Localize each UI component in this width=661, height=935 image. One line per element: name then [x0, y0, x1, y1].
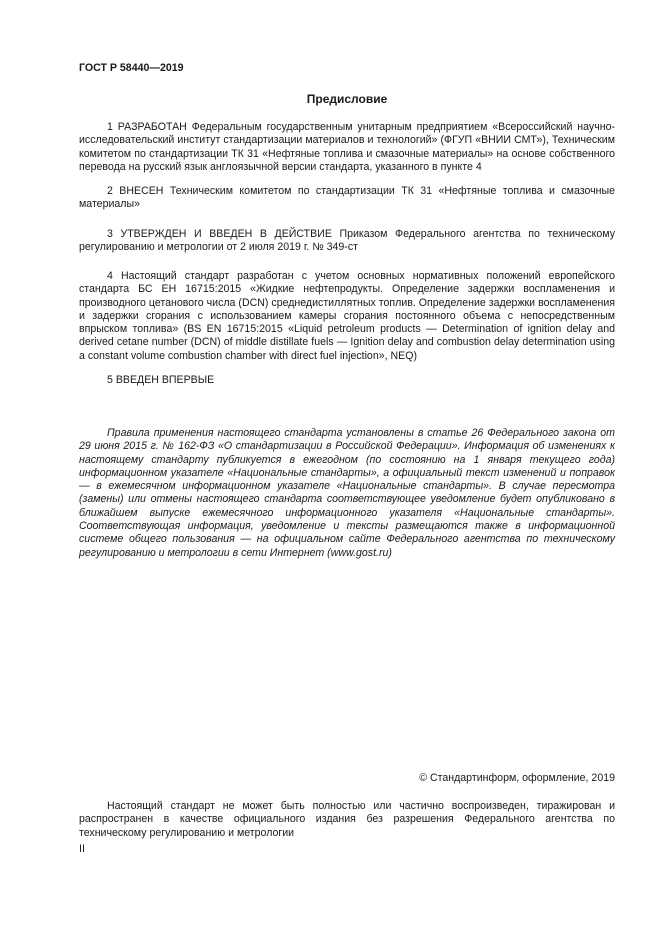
standard-id-header: ГОСТ Р 58440—2019 [79, 62, 184, 74]
page-number: II [79, 843, 85, 855]
paragraph-approved: 3 УТВЕРЖДЕН И ВВЕДЕН В ДЕЙСТВИЕ Приказом Федерального агентства по техническому регулированию и метрологии от 2 июля 2019 г. № 349-ст [79, 228, 615, 254]
paragraph-developed-by: 1 РАЗРАБОТАН Федеральным государственным унитарным предприятием «Всероссийский научно-исследовательский институт стандартизации материалов и технологий» (ФГУП «ВНИИ СМТ»), Техническим комитетом по стандартизации ТК 31 «Нефтяные топлива и смазочные материалы» на основе собственного перевода на русский язык англоязычной версии стандарта, указанного в пункте 4 [79, 121, 615, 173]
reproduction-notice: Настоящий стандарт не может быть полностью или частично воспроизведен, тиражирован и распространен в качестве официального издания без разрешения Федерального агентства по техническому регулированию и метрологии [79, 800, 615, 839]
application-rules-notice: Правила применения настоящего стандарта установлены в статье 26 Федерального закона от 29 июня 2015 г. № 162-ФЗ «О стандартизации в Российской Федерации». Информация об изменениях к настоящему стандарту публикуется в ежегодном (по состоянию на 1 января текущего года) информационном указателе «Национальные стандарты», а официальный текст изменений и поправок — в ежемесячном информационном указателе «Национальные стандарты». В случае пересмотра (замены) или отмены настоящего стандарта соответствующее уведомление будет опубликовано в ближайшем выпуске ежемесячного информационного указателя «Национальные стандарты». Соответствующая информация, уведомление и тексты размещаются также в информационной системе общего пользования — на официальном сайте Федерального агентства по техническому регулированию и метрологии в сети Интернет (www.gost.ru) [79, 427, 615, 559]
paragraph-first-introduced: 5 ВВЕДЕН ВПЕРВЫЕ [107, 374, 215, 386]
paragraph-introduced-by: 2 ВНЕСЕН Техническим комитетом по стандартизации ТК 31 «Нефтяные топлива и смазочные материалы» [79, 185, 615, 211]
paragraph-basis-standard: 4 Настоящий стандарт разработан с учетом основных нормативных положений европейского стандарта БС ЕН 16715:2015 «Жидкие нефтепродукты. Определение задержки воспламенения и производного цетанового числа (DCN) среднедистиллятных топлив. Определение задержки воспламенения и задержки сгорания с использованием камеры сгорания постоянного объема с непосредственным впрыском топлива» (BS EN 16715:2015 «Liquid petroleum products — Determination of ignition delay and derived cetane number (DCN) of middle distillate fuels — Ignition delay and combustion delay determination using a constant volume combustion chamber with direct fuel injection», NEQ) [79, 270, 615, 362]
copyright-line: © Стандартинформ, оформление, 2019 [419, 772, 615, 784]
page-title: Предисловие [306, 92, 388, 106]
